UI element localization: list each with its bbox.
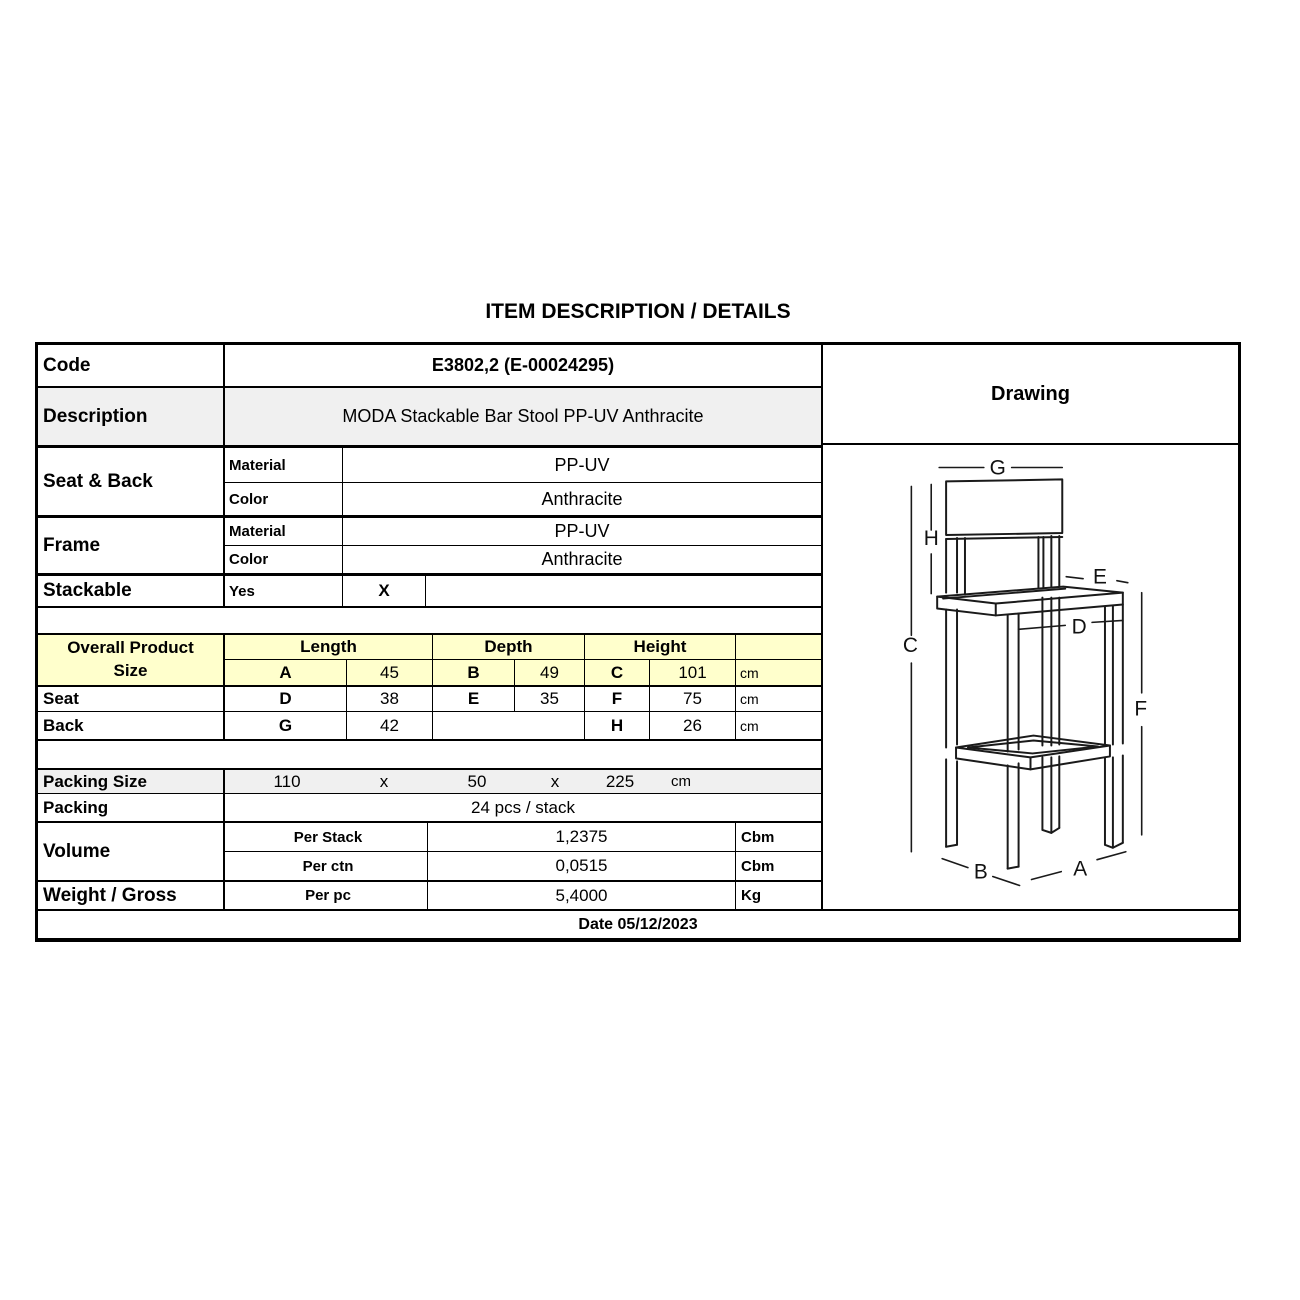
seat-length-value: 38 xyxy=(347,687,433,711)
packing-label: Packing xyxy=(38,794,225,821)
overall-product-size-label: Overall Product Size xyxy=(38,635,225,685)
overall-depth-value: 49 xyxy=(515,660,585,685)
frame-material-value: PP-UV xyxy=(554,521,610,541)
dim-label-a: A xyxy=(1073,857,1088,881)
volume-per-stack-unit: Cbm xyxy=(741,828,775,846)
volume-section xyxy=(38,821,821,880)
drawing-area xyxy=(823,445,1238,909)
code-value: E3802,2 (E-00024295) xyxy=(431,355,615,375)
back-height-value: 26 xyxy=(650,712,736,739)
overall-length-value: 45 xyxy=(347,660,433,685)
weight-label: Weight / Gross xyxy=(38,882,225,909)
dim-label-b: B xyxy=(973,860,988,884)
packing-value: 24 pcs / stack xyxy=(471,797,575,817)
seat-back-section xyxy=(38,445,821,515)
seat-back-color-value: Anthracite xyxy=(541,488,623,509)
overall-unit: cm xyxy=(740,664,759,681)
seat-back-material-value: PP-UV xyxy=(554,454,610,475)
dim-label-e: E xyxy=(1093,565,1107,589)
dim-label-d: D xyxy=(1071,615,1087,639)
overall-length-key: A xyxy=(225,660,347,685)
seat-depth-key: E xyxy=(433,687,515,711)
packing-size-row xyxy=(38,768,821,793)
back-unit: cm xyxy=(740,717,759,734)
description-label: Description xyxy=(38,388,225,445)
overall-depth-key: B xyxy=(433,660,515,685)
drawing-title: Drawing xyxy=(823,345,1238,445)
code-label: Code xyxy=(38,345,225,386)
packing-size-depth: 50 xyxy=(467,771,487,791)
stackable-value: Yes xyxy=(225,576,343,606)
seat-height-value: 75 xyxy=(650,687,736,711)
spacer-row-2 xyxy=(38,739,821,768)
overall-height-key: C xyxy=(585,660,650,685)
back-size-label: Back xyxy=(38,712,225,739)
dimension-labels xyxy=(903,456,1147,883)
dim-label-g: G xyxy=(989,456,1006,480)
stackable-empty-cell xyxy=(426,576,821,606)
weight-per-pc-label: Per pc xyxy=(225,882,428,909)
overall-height-value: 101 xyxy=(650,660,736,685)
size-header-section xyxy=(38,633,821,685)
size-col-depth: Depth xyxy=(433,635,585,659)
packing-size-unit: cm xyxy=(671,773,691,790)
volume-per-ctn-unit: Cbm xyxy=(741,857,775,875)
frame-section xyxy=(38,515,821,573)
volume-per-stack-label: Per Stack xyxy=(225,823,428,851)
dim-label-h: H xyxy=(923,526,939,550)
weight-per-pc-unit: Kg xyxy=(741,887,761,904)
back-size-row xyxy=(38,711,821,739)
volume-label: Volume xyxy=(38,823,225,880)
stackable-mark: X xyxy=(343,576,426,606)
back-length-value: 42 xyxy=(347,712,433,739)
page-title: ITEM DESCRIPTION / DETAILS xyxy=(485,300,791,323)
stackable-row xyxy=(38,573,821,606)
back-length-key: G xyxy=(225,712,347,739)
seat-size-label: Seat xyxy=(38,687,225,711)
seat-unit: cm xyxy=(740,691,759,707)
frame-color-label: Color xyxy=(225,546,343,573)
back-depth-empty xyxy=(433,712,585,739)
size-col-length: Length xyxy=(225,635,433,659)
packing-size-label: Packing Size xyxy=(38,770,225,793)
dim-label-f: F xyxy=(1134,697,1148,721)
frame-material-label: Material xyxy=(225,518,343,545)
stool-drawing xyxy=(823,445,1238,909)
size-col-unit-empty xyxy=(736,635,821,659)
seat-back-color-label: Color xyxy=(225,483,343,515)
code-row xyxy=(38,345,821,386)
overall-size-row xyxy=(225,659,821,685)
spacer-row-1 xyxy=(38,606,821,633)
seat-length-key: D xyxy=(225,687,347,711)
weight-per-pc-value: 5,4000 xyxy=(428,882,736,909)
packing-row xyxy=(38,793,821,821)
stackable-label: Stackable xyxy=(38,576,225,606)
seat-size-row xyxy=(38,685,821,711)
description-row xyxy=(38,386,821,445)
volume-per-stack-value: 1,2375 xyxy=(428,823,736,851)
size-col-height: Height xyxy=(585,635,736,659)
frame-color-value: Anthracite xyxy=(541,549,623,569)
dim-label-c: C xyxy=(902,634,918,658)
packing-size-x2: x xyxy=(550,771,560,791)
volume-per-ctn-label: Per ctn xyxy=(225,852,428,880)
spec-sheet xyxy=(35,342,1241,942)
spec-table xyxy=(38,345,823,909)
seat-height-key: F xyxy=(585,687,650,711)
packing-size-x1: x xyxy=(379,771,389,791)
seat-depth-value: 35 xyxy=(515,687,585,711)
seat-back-label: Seat & Back xyxy=(38,448,225,515)
weight-row xyxy=(38,880,821,909)
description-value: MODA Stackable Bar Stool PP-UV Anthracite xyxy=(342,406,704,426)
volume-per-ctn-value: 0,0515 xyxy=(428,852,736,880)
drawing-panel xyxy=(823,345,1238,909)
back-height-key: H xyxy=(585,712,650,739)
packing-size-height: 225 xyxy=(605,771,635,791)
seat-back-material-label: Material xyxy=(225,448,343,482)
packing-size-values xyxy=(225,770,821,793)
date-row: Date 05/12/2023 xyxy=(38,909,1238,938)
packing-size-length: 110 xyxy=(273,771,301,791)
frame-label: Frame xyxy=(38,518,225,573)
stool-outline xyxy=(937,479,1123,868)
